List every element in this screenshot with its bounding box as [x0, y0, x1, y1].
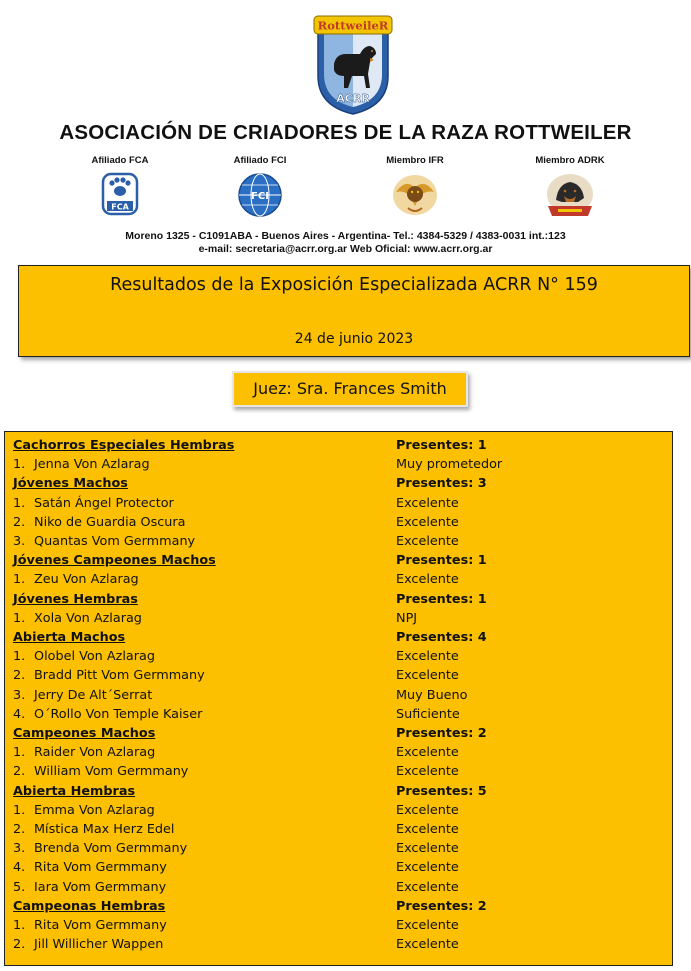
entry-row	[11, 515, 661, 534]
dog-name: Bradd Pitt Vom Germmany	[34, 668, 205, 683]
entry-number: 1.	[13, 457, 26, 472]
entry-number: 4.	[13, 707, 26, 722]
dog-name: Mística Max Herz Edel	[34, 822, 175, 837]
entry-number: 1.	[13, 803, 26, 818]
rating: Excelente	[396, 803, 459, 818]
entry-number: 1.	[13, 496, 26, 511]
rating: Excelente	[396, 937, 459, 952]
entry-number: 1.	[13, 745, 26, 760]
present-count: Presentes: 1	[396, 553, 487, 568]
entry-number: 4.	[13, 860, 26, 875]
category-row	[11, 476, 661, 495]
category-name: Cachorros Especiales Hembras	[13, 438, 235, 453]
dog-name: Olobel Von Azlarag	[34, 649, 155, 664]
rating: Excelente	[396, 496, 459, 511]
category-row	[11, 553, 661, 572]
dog-name: Zeu Von Azlarag	[34, 572, 139, 587]
entry-number: 2.	[13, 937, 26, 952]
dog-name: O´Rollo Von Temple Kaiser	[34, 707, 203, 722]
entry-row	[11, 880, 661, 899]
entry-row	[11, 803, 661, 822]
present-count: Presentes: 1	[396, 592, 487, 607]
results-table	[4, 431, 673, 966]
dog-name: Satán Ángel Protector	[34, 496, 174, 511]
rating: Excelente	[396, 841, 459, 856]
entry-number: 5.	[13, 880, 26, 895]
rating: Muy prometedor	[396, 457, 503, 472]
present-count: Presentes: 2	[396, 726, 487, 741]
entry-number: 2.	[13, 764, 26, 779]
dog-name: Brenda Vom Germmany	[34, 841, 188, 856]
dog-name: Niko de Guardia Oscura	[34, 515, 186, 530]
category-name: Abierta Machos	[13, 630, 126, 645]
category-row	[11, 630, 661, 649]
entry-number: 2.	[13, 515, 26, 530]
affiliation-fci	[205, 155, 315, 218]
entry-row	[11, 764, 661, 783]
dog-name: Quantas Vom Germmany	[34, 534, 196, 549]
rating: Excelente	[396, 534, 459, 549]
entry-row	[11, 572, 661, 591]
acrr-logo	[312, 14, 394, 116]
entry-number: 2.	[13, 822, 26, 837]
affiliation-label: Afiliado FCA	[91, 155, 149, 166]
affiliation-adrk	[515, 155, 625, 220]
affiliation-label: Afiliado FCI	[233, 155, 287, 166]
dog-name: Emma Von Azlarag	[34, 803, 155, 818]
affiliation-ifr	[360, 155, 470, 218]
ifr-emblem-icon	[390, 172, 440, 218]
entry-row	[11, 649, 661, 668]
category-row	[11, 438, 661, 457]
organization-name: ASOCIACIÓN DE CRIADORES DE LA RAZA ROTTWEILER	[59, 121, 632, 144]
category-row	[11, 592, 661, 611]
contact-address: Moreno 1325 - C1091ABA - Buenos Aires - Argentina- Tel.: 4384-5329 / 4383-0031 int.:123	[125, 230, 566, 242]
entry-row	[11, 496, 661, 515]
entry-row	[11, 457, 661, 476]
rating: Excelente	[396, 649, 459, 664]
entry-number: 3.	[13, 534, 26, 549]
svg-text:·: ·	[352, 35, 354, 39]
fca-icon-text: FCA	[111, 202, 129, 212]
rating: Muy Bueno	[396, 688, 468, 703]
dog-name: Rita Vom Germmany	[34, 860, 167, 875]
entry-number: 3.	[13, 841, 26, 856]
entry-number: 1.	[13, 649, 26, 664]
dog-name: William Vom Germmany	[34, 764, 189, 779]
category-row	[11, 726, 661, 745]
entry-number: 2.	[13, 668, 26, 683]
entry-row	[11, 668, 661, 687]
entry-number: 1.	[13, 918, 26, 933]
event-date: 24 de junio 2023	[294, 331, 414, 347]
fci-icon-text: FCI	[251, 191, 269, 202]
entry-row	[11, 937, 661, 956]
rating: Excelente	[396, 745, 459, 760]
dog-name: Jerry De Alt´Serrat	[34, 688, 153, 703]
fca-paw-icon	[101, 172, 139, 216]
present-count: Presentes: 5	[396, 784, 487, 799]
results-title: Resultados de la Exposición Especializada ACRR N° 159	[110, 275, 598, 295]
title-box	[18, 265, 690, 357]
affiliation-label: Miembro IFR	[386, 155, 444, 166]
entry-number: 1.	[13, 611, 26, 626]
rating: Excelente	[396, 880, 459, 895]
entry-row	[11, 688, 661, 707]
rottweiler-dog-shield-icon	[312, 14, 394, 116]
rating: NPJ	[396, 611, 418, 626]
category-name: Jóvenes Hembras	[13, 592, 138, 607]
category-name: Abierta Hembras	[13, 784, 136, 799]
dog-name: Xola Von Azlarag	[34, 611, 142, 626]
entry-row	[11, 534, 661, 553]
rating: Excelente	[396, 822, 459, 837]
present-count: Presentes: 3	[396, 476, 487, 491]
category-name: Jóvenes Machos	[13, 476, 128, 491]
entry-number: 3.	[13, 688, 26, 703]
affiliation-label: Miembro ADRK	[535, 155, 605, 166]
rating: Excelente	[396, 668, 459, 683]
rating: Excelente	[396, 918, 459, 933]
dog-name: Jill Willicher Wappen	[34, 937, 164, 952]
dog-name: Raider Von Azlarag	[34, 745, 156, 760]
contact-email-web: e-mail: secretaria@acrr.org.ar Web Oficial: www.acrr.org.ar	[198, 243, 493, 255]
logo-top-text: RottweileR	[317, 18, 389, 33]
affiliation-fca	[65, 155, 175, 216]
present-count: Presentes: 4	[396, 630, 487, 645]
category-row	[11, 784, 661, 803]
judge-label: Juez: Sra. Frances Smith	[232, 371, 468, 407]
entry-row	[11, 707, 661, 726]
dog-name: Rita Vom Germmany	[34, 918, 167, 933]
category-name: Jóvenes Campeones Machos	[13, 553, 216, 568]
entry-number: 1.	[13, 572, 26, 587]
entry-row	[11, 745, 661, 764]
dog-name: Jenna Von Azlarag	[34, 457, 150, 472]
rating: Excelente	[396, 860, 459, 875]
rating: Suficiente	[396, 707, 460, 722]
fci-globe-icon	[237, 172, 283, 218]
entry-row	[11, 822, 661, 841]
logo-bottom-text: ACRR	[336, 92, 370, 105]
entry-row	[11, 841, 661, 860]
rating: Excelente	[396, 572, 459, 587]
category-name: Campeonas Hembras	[13, 899, 166, 914]
entry-row	[11, 611, 661, 630]
category-name: Campeones Machos	[13, 726, 156, 741]
rating: Excelente	[396, 515, 459, 530]
dog-name: Iara Vom Germmany	[34, 880, 167, 895]
present-count: Presentes: 1	[396, 438, 487, 453]
entry-row	[11, 918, 661, 937]
category-row	[11, 899, 661, 918]
present-count: Presentes: 2	[396, 899, 487, 914]
entry-row	[11, 860, 661, 879]
rating: Excelente	[396, 764, 459, 779]
adrk-emblem-icon	[544, 172, 596, 220]
